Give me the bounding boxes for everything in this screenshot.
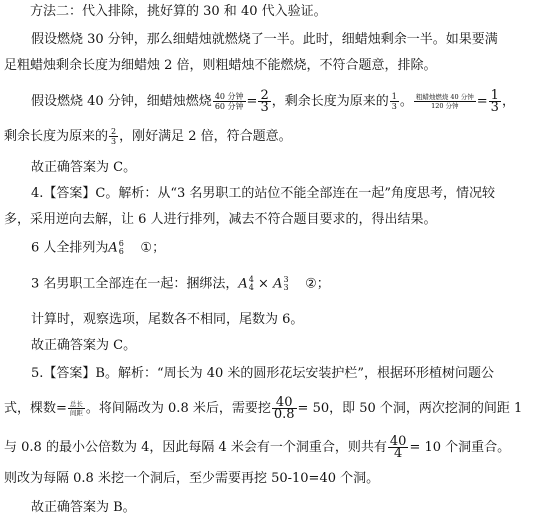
fraction: $\frac{40}{0.8}$ [273,395,295,422]
answer-b: 故正确答案为 B。 [31,500,136,515]
assume-30-minutes-cont: 足粗蜡烛剩余长度为细蜡烛 2 倍，则粗蜡烛不能燃烧，不符合题意，排除。 [4,58,437,73]
fraction: $\frac{\text{粗蜡烛燃烧 40 分钟}}{\text{120 分钟}}$ [415,93,474,110]
permutation-six: 6 人全排列为A 6 6 ①； [31,239,166,256]
fraction: $\frac{\text{40 分钟}}{\text{60 分钟}}$ [214,92,244,111]
holes-to-dig: 则改为每隔 0.8 米挖一个洞后，至少需要再挖 50-10=40 个洞。 [4,471,380,486]
question-4-answer: 4.【答案】C。解析：从“3 名男职工的站位不能全部连在一起”角度思考，情况较 [31,186,496,201]
fraction: $\frac{40}{4}$ [389,434,407,461]
fraction: $\frac{1}{3}$ [490,88,499,115]
assume-40-minutes: 假设燃烧 40 分钟，细蜡烛燃烧 $\frac{\text{40 分钟}}{\text{60 分钟}}$ = $\frac{2}{3}$ ，剩余长度为原来的 $\frac{1}{3}$ 。 $\frac{\text{粗蜡烛燃烧 40 分钟}}{\text{120 分钟}}$ = $\frac{1}{3}$ ， [31,88,515,115]
fraction: $\frac{1}{3}$ [391,92,397,111]
question-4-answer-cont: 多，采用逆向去解，让 6 人进行排列，减去不符合题目要求的，得出结果。 [4,212,437,227]
solution-method-two: 方法二：代入排除，挑好算的 30 和 40 代入验证。 [30,4,327,19]
least-common-multiple: 与 0.8 的最小公倍数为 4，因此每隔 4 米会有一个洞重合，则共有 $\frac{40}{4}$ = 10 个洞重合。 [4,434,511,461]
answer-c-1: 故正确答案为 C。 [31,160,137,175]
assume-30-minutes: 假设燃烧 30 分钟，那么细蜡烛就燃烧了一半。此时，细蜡烛剩余一半。如果要满 [31,32,498,47]
question-5-answer: 5.【答案】B。解析：“周长为 40 米的圆形花坛安装护栏”，根据环形植树问题公 [31,366,495,381]
fraction: $\frac{2}{3}$ [260,88,269,115]
formula-trees: 式，棵数= $\frac{\text{总长}}{\text{间距}}$ 。将间隔改为 0.8 米后，需要挖 $\frac{40}{0.8}$ = 50，即 50 个洞，两次挖洞的间距 1 [4,395,523,422]
bundling-method: 3 名男职工全部连在一起：捆绑法，A 4 4 × A 3 3 ②； [31,275,330,292]
calculation-note: 计算时，观察选项，尾数各不相同，尾数为 6。 [31,312,304,327]
answer-c-2: 故正确答案为 C。 [31,338,137,353]
fraction: $\frac{2}{3}$ [111,127,117,146]
remaining-length: 剩余长度为原来的 $\frac{2}{3}$ ，刚好满足 2 倍，符合题意。 [4,127,292,146]
fraction: $\frac{\text{总长}}{\text{间距}}$ [69,400,83,417]
